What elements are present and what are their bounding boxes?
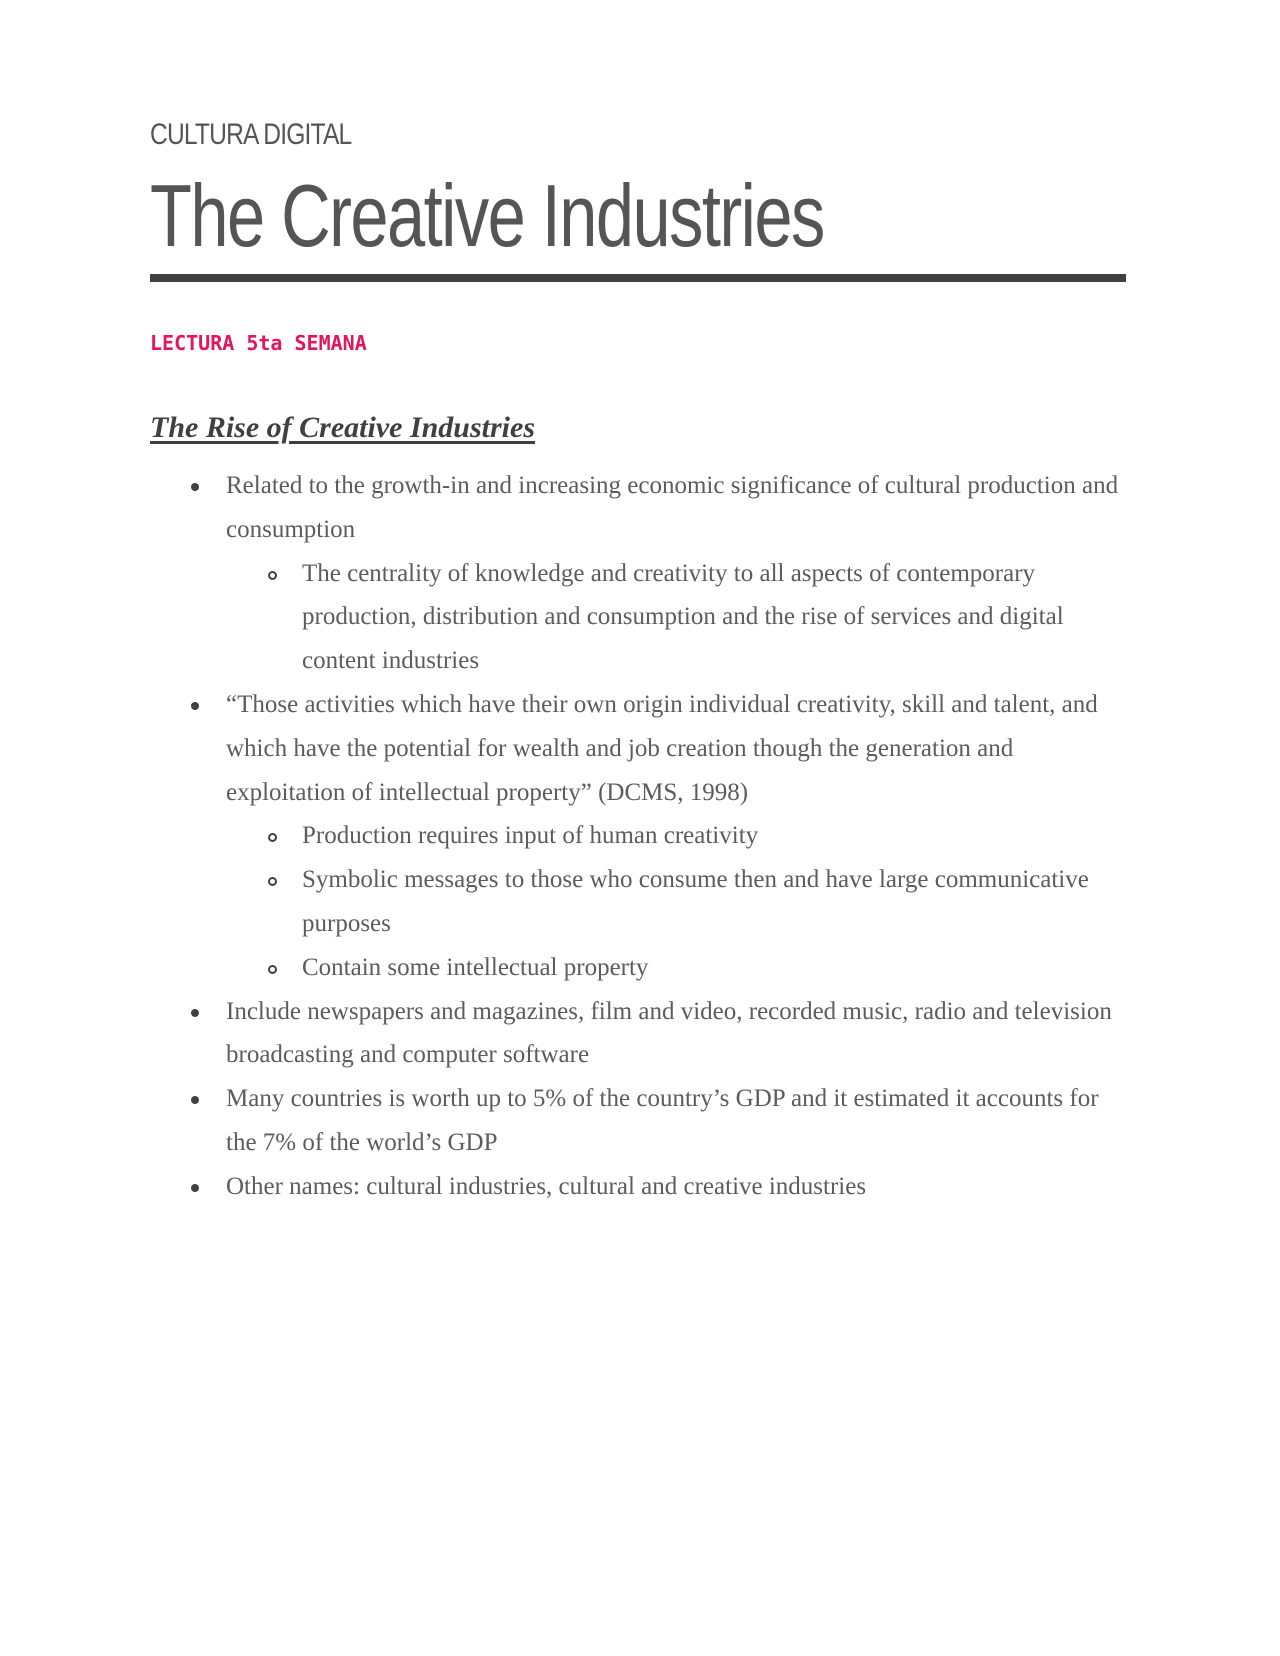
- bullet-circle-icon: [268, 833, 277, 842]
- list-item-text: “Those activities which have their own origin individual creativity, skill and talent, and which have the potential for wealth and job creation though the generation and exploitation of intellectual property” (DCMS, 1998): [226, 690, 1098, 806]
- week-label: LECTURA 5ta SEMANA: [150, 331, 367, 355]
- bullet-dot-icon: [191, 702, 199, 710]
- course-label: CULTURA DIGITAL: [150, 118, 352, 151]
- list-item-text: Many countries is worth up to 5% of the country’s GDP and it estimated it accounts for the 7% of the world’s GDP: [226, 1085, 1099, 1156]
- bullet-dot-icon: [191, 1009, 199, 1017]
- bullet-list: [150, 464, 1126, 1209]
- sub-list-item-text: The centrality of knowledge and creativity to all aspects of contemporary production, distribution and consumption and the rise of services and digital content industries: [302, 559, 1064, 675]
- sub-list: [226, 552, 1126, 683]
- section-heading: The Rise of Creative Industries: [150, 411, 536, 444]
- list-item-text: Other names: cultural industries, cultural and creative industries: [226, 1172, 867, 1200]
- bullet-dot-icon: [191, 1096, 199, 1104]
- bullet-circle-icon: [268, 965, 277, 974]
- list-item: [150, 1165, 1126, 1209]
- sub-list-item-text: Contain some intellectual property: [302, 953, 649, 981]
- sub-list-item-text: Symbolic messages to those who consume then and have large communicative purposes: [302, 866, 1089, 937]
- sub-list-item: [226, 858, 1126, 946]
- sub-list: [226, 814, 1126, 989]
- sub-list-item-text: Production requires input of human creativity: [302, 822, 759, 850]
- list-item-text: Related to the growth-in and increasing economic significance of cultural production and consumption: [226, 472, 1119, 543]
- sub-list-item: [226, 946, 1126, 990]
- sub-list-item: [226, 552, 1126, 683]
- list-item-text: Include newspapers and magazines, film and video, recorded music, radio and television broadcasting and computer software: [226, 997, 1112, 1069]
- bullet-dot-icon: [191, 1184, 199, 1192]
- bullet-circle-icon: [268, 877, 277, 886]
- bullet-dot-icon: [191, 483, 199, 491]
- list-item: [150, 683, 1126, 990]
- list-item: [150, 990, 1126, 1078]
- sub-list-item: [226, 814, 1126, 858]
- page-title: The Creative Industries: [150, 166, 824, 265]
- list-item: [150, 464, 1126, 683]
- title-divider: [150, 274, 1126, 282]
- bullet-circle-icon: [268, 571, 277, 580]
- list-item: [150, 1077, 1126, 1165]
- document-page: [150, 112, 1126, 1209]
